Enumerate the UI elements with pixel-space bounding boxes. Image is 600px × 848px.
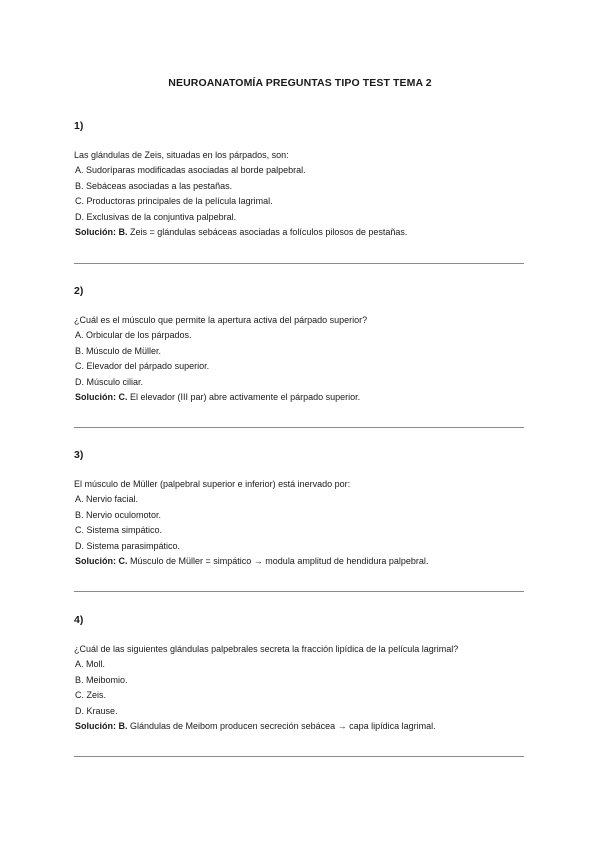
option-c: C. Elevador del párpado superior.	[75, 361, 210, 371]
option-b: B. Sebáceas asociadas a las pestañas.	[75, 180, 233, 191]
option-c: C. Zeis.	[75, 690, 107, 700]
option-b: B. Músculo de Müller.	[75, 345, 162, 356]
solution-label: Solución: C.	[75, 556, 128, 566]
option-d: D. Exclusivas de la conjuntiva palpebral.	[75, 211, 237, 222]
option-b: B. Nervio oculomotor.	[75, 509, 162, 520]
options-list	[74, 163, 526, 225]
option-a: A. Nervio facial.	[75, 494, 139, 504]
option-c: C. Sistema simpático.	[75, 525, 163, 535]
options-list	[74, 492, 526, 554]
page-title: NEUROANATOMÍA PREGUNTAS TIPO TEST TEMA 2	[168, 77, 432, 89]
question-number: 2)	[74, 285, 84, 297]
option-b: B. Meibomio.	[75, 674, 128, 685]
option-d: D. Músculo ciliar.	[75, 376, 144, 387]
options-list	[74, 657, 526, 719]
divider	[74, 263, 524, 264]
solution-text: Músculo de Müller = simpático → modula amplitud de hendidura palpebral.	[127, 556, 429, 566]
option-d: D. Krause.	[75, 705, 118, 716]
question-2	[74, 284, 526, 406]
option-a: A. Moll.	[75, 659, 106, 669]
solution-text: El elevador (III par) abre activamente el párpado superior.	[127, 392, 361, 402]
option-a: A. Sudoríparas modificadas asociadas al borde palpebral.	[75, 165, 306, 175]
option-a: A. Orbicular de los párpados.	[75, 330, 192, 340]
question-number: 1)	[74, 120, 84, 132]
solution-text: Glándulas de Meibom producen secreción sebácea → capa lipídica lagrimal.	[127, 721, 436, 731]
options-list	[74, 328, 526, 390]
solution-label: Solución: B.	[75, 721, 128, 731]
question-stem: El músculo de Müller (palpebral superior e inferior) está inervado por:	[74, 479, 351, 489]
solution-text: Zeis = glándulas sebáceas asociadas a folículos pilosos de pestañas.	[127, 227, 408, 237]
question-3	[74, 448, 526, 570]
question-1	[74, 119, 526, 241]
question-stem: ¿Cuál de las siguientes glándulas palpebrales secreta la fracción lipídica de la película lagrimal?	[74, 644, 459, 654]
divider	[74, 756, 524, 757]
solution	[74, 225, 526, 241]
solution	[74, 554, 526, 570]
solution-label: Solución: B.	[75, 227, 128, 237]
question-stem: ¿Cuál es el músculo que permite la apertura activa del párpado superior?	[74, 315, 368, 325]
question-number: 4)	[74, 614, 84, 626]
question-4	[74, 613, 526, 735]
solution	[74, 719, 526, 735]
solution-label: Solución: C.	[75, 392, 128, 402]
divider	[74, 591, 524, 592]
solution	[74, 390, 526, 406]
question-number: 3)	[74, 449, 84, 461]
option-d: D. Sistema parasimpático.	[75, 540, 181, 551]
option-c: C. Productoras principales de la película lagrimal.	[75, 196, 273, 206]
question-stem: Las glándulas de Zeis, situadas en los párpados, son:	[74, 150, 289, 160]
divider	[74, 427, 524, 428]
